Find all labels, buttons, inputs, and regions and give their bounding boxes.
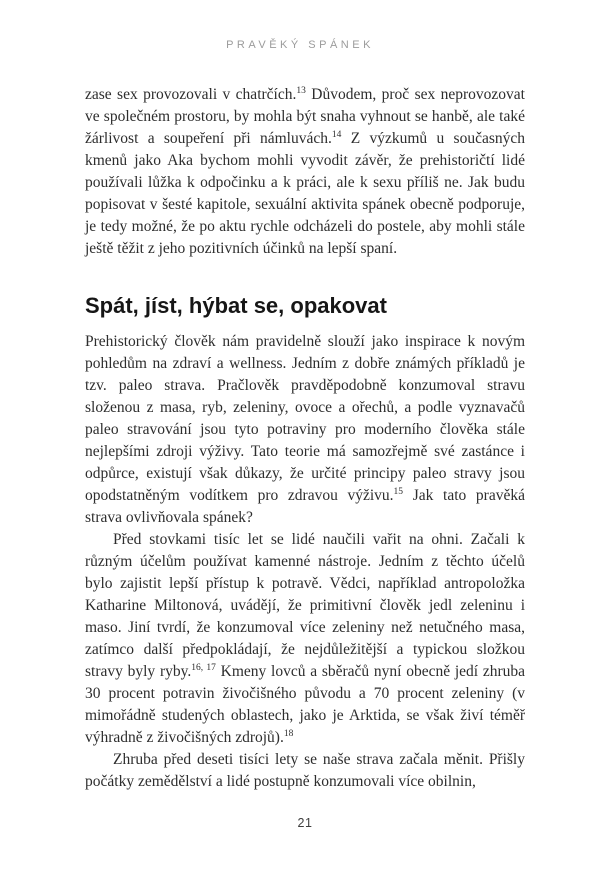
footnote-reference: 15 [393, 486, 404, 497]
running-header: PRAVĚKÝ SPÁNEK [226, 39, 374, 51]
section-paragraph-container [85, 331, 525, 793]
paragraph: Zhruba před deseti tisíci lety se naše strava začala měnit. Přišly počátky zemědělství a lidé postupně konzumovali více obilnin, [85, 751, 525, 790]
intro-paragraph-container [85, 84, 525, 260]
text-block [85, 84, 525, 793]
footnote-reference: 16, 17 [191, 662, 216, 673]
page-number: 21 [297, 816, 313, 830]
paragraph: Před stovkami tisíc let se lidé naučili vařit na ohni. Začali k různým účelům používat kamenné nástroje. Jedním z těchto účelů bylo zajistit lepší přístup k potravě. Vědci, například antropoložka Katharine Miltonová, uvádějí, že primitivní člověk jedl zeleninu i maso. Jiní tvrdí, že konzumoval více zeleniny než netučného masa, zatímco další předpokládají, že nejdůležitější a typickou složkou stravy byly ryby.$^{16, 17}$ Kmeny lovců a sběračů nyní obecně jedí zhruba 30 procent potravin živočišného původu a 70 procent zeleniny (v mimořádně studených oblastech, jako je Arktida, se však živí téměř výhradně z živočišných zdrojů).$^{18}$ [85, 531, 526, 746]
section-heading: Spát, jíst, hýbat se, opakovat [85, 293, 387, 318]
paragraph: Prehistorický člověk nám pravidelně slouží jako inspirace k novým pohledům na zdraví a wellness. Jedním z dobře známých příkladů je tzv. paleo strava. Pračlověk pravděpodobně konzumoval stravu složenou z masa, ryb, zeleniny, ovoce a ořechů, a podle vyznavačů paleo stravování jsou tyto potraviny pro moderního člověka stále nejlepšími zdroji výživy. Tato teorie má samozřejmě své zastánce i odpůrce, existují však důkazy, že určité principy paleo stravy jsou opodstatněným vodítkem pro zdravou výživu.$^{15}$ Jak tato pravěká strava ovlivňovala spánek? [85, 333, 525, 526]
footnote-reference: 18 [283, 728, 294, 739]
footnote-reference: 14 [331, 129, 342, 140]
paragraph: zase sex provozovali v chatrčích.$^{13}$ Důvodem, proč sex neprovozovat ve společném prostoru, by mohla být snaha vyhnout se hanbě, ale také žárlivost a soupeření při námluvách.$^{14}$ Z výzkumů u současných kmenů jako Aka bychom mohli vyvodit závěr, že prehistoričtí lidé používali lůžka k odpočinku a k práci, ale k sexu příliš ne. Jak budu popisovat v šesté kapitole, sexuální aktivita spánek obecně podporuje, je tedy možné, že po aktu rychle odcházeli do postele, aby mohli stále ještě těžit z jeho pozitivních účinků na lepší spaní. [85, 85, 525, 257]
footnote-reference: 13 [296, 85, 306, 96]
